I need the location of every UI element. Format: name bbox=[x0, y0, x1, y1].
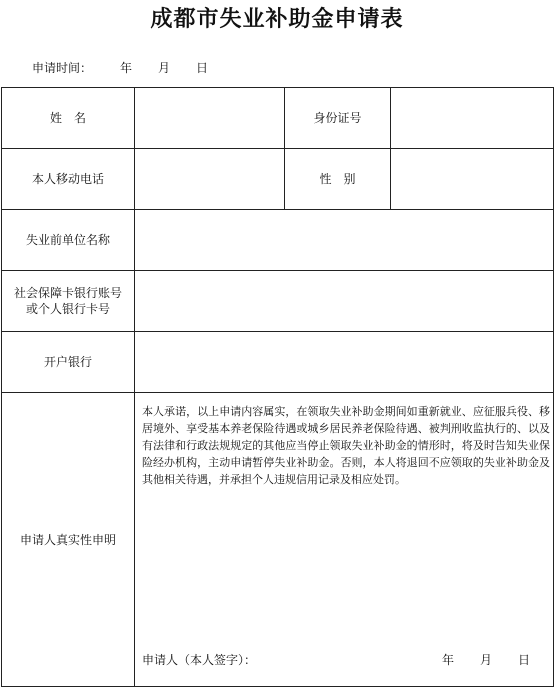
signature-year-label: 年 bbox=[442, 653, 455, 667]
opening-bank-field[interactable] bbox=[135, 332, 554, 393]
signature-month-label: 月 bbox=[480, 653, 493, 667]
application-date-label: 申请时间： bbox=[32, 61, 93, 75]
signature-row bbox=[142, 651, 552, 667]
former-employer-label: 失业前单位名称 bbox=[2, 210, 135, 271]
gender-label: 性 别 bbox=[285, 149, 391, 210]
name-label: 姓 名 bbox=[2, 88, 135, 149]
opening-bank-label: 开户银行 bbox=[2, 332, 135, 393]
gender-field[interactable] bbox=[391, 149, 554, 210]
bank-account-label bbox=[2, 271, 135, 332]
id-number-field[interactable] bbox=[391, 88, 554, 149]
form-row-declaration bbox=[2, 393, 554, 687]
form-row-employer bbox=[2, 210, 554, 271]
declaration-text: 本人承诺，以上申请内容属实，在领取失业补助金期间如重新就业、应征服兵役、移居境外、享受基本养老保险待遇或城乡居民养老保险待遇、被判刑收监执行的、以及有法律和行政法规规定的其他应当停止领取失业补助金的情形时，将及时告知失业保险经办机构，主动申请暂停失业补助金。否则，本人将退回不应领取的失业补助金及其他相关待遇，并承担个人违规信用记录及相应处罚。 bbox=[142, 405, 550, 486]
form-row-name bbox=[2, 88, 554, 149]
application-month-label: 月 bbox=[158, 61, 171, 75]
bank-account-field[interactable] bbox=[135, 271, 554, 332]
application-year-label: 年 bbox=[120, 61, 133, 75]
application-form-table bbox=[1, 87, 554, 687]
declaration-cell bbox=[135, 393, 554, 687]
name-field[interactable] bbox=[135, 88, 285, 149]
bank-account-label-line1: 社会保障卡银行账号 bbox=[13, 286, 122, 300]
mobile-phone-label: 本人移动电话 bbox=[2, 149, 135, 210]
form-row-bank bbox=[2, 332, 554, 393]
form-row-phone bbox=[2, 149, 554, 210]
mobile-phone-field[interactable] bbox=[135, 149, 285, 210]
signer-label: 申请人（本人签字）： bbox=[142, 653, 257, 667]
application-day-label: 日 bbox=[196, 61, 209, 75]
signature-day-label: 日 bbox=[518, 653, 531, 667]
form-row-bank-account bbox=[2, 271, 554, 332]
form-title: 成都市失业补助金申请表 bbox=[150, 7, 404, 32]
former-employer-field[interactable] bbox=[135, 210, 554, 271]
declaration-label: 申请人真实性申明 bbox=[2, 393, 135, 687]
bank-account-label-line2: 或个人银行卡号 bbox=[25, 302, 110, 316]
id-number-label: 身份证号 bbox=[285, 88, 391, 149]
